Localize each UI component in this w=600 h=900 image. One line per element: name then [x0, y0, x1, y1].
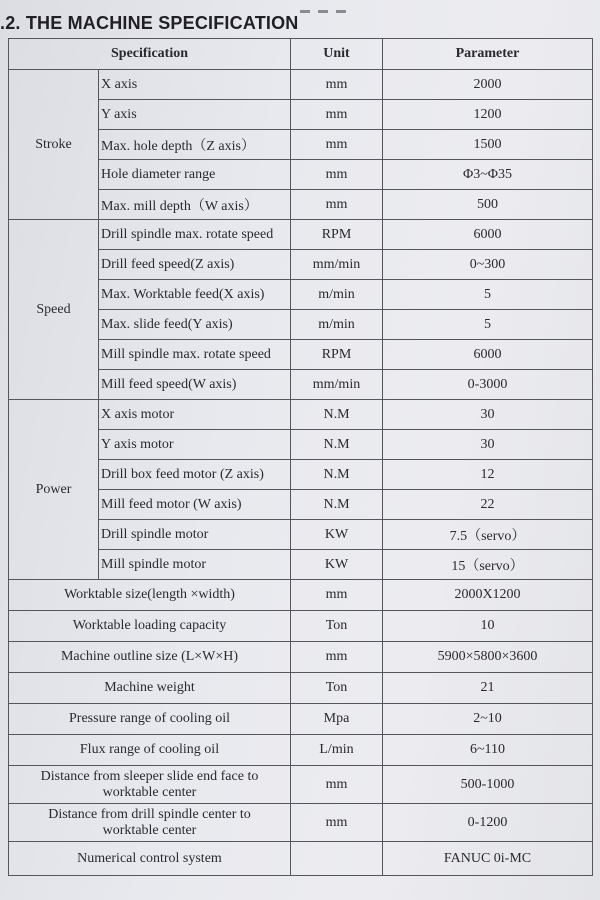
spec-line: Distance from sleeper slide end face to — [40, 768, 259, 784]
spec-cell: Drill feed speed(Z axis) — [99, 250, 291, 280]
param-cell: 6000 — [383, 220, 593, 250]
unit-cell: mm — [291, 804, 383, 842]
spec-cell: Max. hole depth（Z axis） — [99, 130, 291, 160]
unit-cell: mm — [291, 160, 383, 190]
spec-cell: Worktable loading capacity — [9, 611, 291, 642]
param-cell: 500-1000 — [383, 766, 593, 804]
spec-cell: Mill feed motor (W axis) — [99, 490, 291, 520]
param-cell: 12 — [383, 460, 593, 490]
unit-cell: L/min — [291, 735, 383, 766]
param-cell: 1200 — [383, 100, 593, 130]
table-row — [9, 642, 593, 673]
unit-cell: Ton — [291, 673, 383, 704]
spec-cell: Machine outline size (L×W×H) — [9, 642, 291, 673]
unit-cell: KW — [291, 520, 383, 550]
unit-cell: mm — [291, 130, 383, 160]
table-row — [9, 220, 593, 250]
unit-cell: mm/min — [291, 250, 383, 280]
spec-cell: Y axis motor — [99, 430, 291, 460]
param-cell: 5 — [383, 310, 593, 340]
unit-cell: mm — [291, 100, 383, 130]
unit-cell: RPM — [291, 220, 383, 250]
param-cell: 500 — [383, 190, 593, 220]
spec-cell: X axis — [99, 70, 291, 100]
param-cell: 22 — [383, 490, 593, 520]
param-cell: 30 — [383, 400, 593, 430]
spec-cell: Drill spindle max. rotate speed — [99, 220, 291, 250]
machine-spec-table — [8, 38, 593, 876]
param-cell: 5 — [383, 280, 593, 310]
spec-cell: Max. mill depth（W axis） — [99, 190, 291, 220]
param-cell: Φ3~Φ35 — [383, 160, 593, 190]
unit-cell: N.M — [291, 460, 383, 490]
param-cell: 30 — [383, 430, 593, 460]
unit-cell: mm — [291, 580, 383, 611]
param-cell: 0-3000 — [383, 370, 593, 400]
header-unit: Unit — [291, 39, 383, 70]
header-specification: Specification — [9, 39, 291, 70]
spec-cell: Y axis — [99, 100, 291, 130]
table-row — [9, 704, 593, 735]
param-cell: 1500 — [383, 130, 593, 160]
spec-cell: Numerical control system — [9, 842, 291, 876]
unit-cell: RPM — [291, 340, 383, 370]
table-row — [9, 611, 593, 642]
param-cell: 0~300 — [383, 250, 593, 280]
unit-cell: mm — [291, 766, 383, 804]
table-row — [9, 673, 593, 704]
table-row — [9, 842, 593, 876]
spec-cell: Max. Worktable feed(X axis) — [99, 280, 291, 310]
param-cell: FANUC 0i-MC — [383, 842, 593, 876]
spec-line: Distance from drill spindle center to — [48, 806, 251, 822]
spec-cell-two-line — [9, 804, 291, 842]
unit-cell: KW — [291, 550, 383, 580]
unit-cell: N.M — [291, 430, 383, 460]
param-cell: 6000 — [383, 340, 593, 370]
param-cell: 21 — [383, 673, 593, 704]
param-cell: 2~10 — [383, 704, 593, 735]
spec-cell: Max. slide feed(Y axis) — [99, 310, 291, 340]
unit-cell: m/min — [291, 310, 383, 340]
table-header-row — [9, 39, 593, 70]
unit-cell: mm — [291, 70, 383, 100]
unit-cell: Mpa — [291, 704, 383, 735]
spec-cell: Pressure range of cooling oil — [9, 704, 291, 735]
spec-line: worktable center — [102, 784, 197, 800]
param-cell: 6~110 — [383, 735, 593, 766]
spec-cell: X axis motor — [99, 400, 291, 430]
unit-cell: N.M — [291, 400, 383, 430]
group-label-stroke: Stroke — [9, 70, 99, 220]
param-cell: 2000X1200 — [383, 580, 593, 611]
group-label-power: Power — [9, 400, 99, 580]
spec-cell: Worktable size(length ×width) — [9, 580, 291, 611]
unit-cell: N.M — [291, 490, 383, 520]
section-heading: .2. THE MACHINE SPECIFICATION — [0, 13, 299, 33]
spec-cell: Mill spindle max. rotate speed — [99, 340, 291, 370]
unit-cell: m/min — [291, 280, 383, 310]
unit-cell: mm/min — [291, 370, 383, 400]
table-row — [9, 400, 593, 430]
table-row — [9, 580, 593, 611]
spec-cell: Flux range of cooling oil — [9, 735, 291, 766]
param-cell: 5900×5800×3600 — [383, 642, 593, 673]
spec-cell: Machine weight — [9, 673, 291, 704]
spec-cell: Drill spindle motor — [99, 520, 291, 550]
table-row — [9, 766, 593, 804]
param-cell: 7.5（servo） — [383, 520, 593, 550]
group-label-speed: Speed — [9, 220, 99, 400]
spec-cell: Drill box feed motor (Z axis) — [99, 460, 291, 490]
param-cell: 2000 — [383, 70, 593, 100]
unit-cell: Ton — [291, 611, 383, 642]
header-parameter: Parameter — [383, 39, 593, 70]
table-row — [9, 804, 593, 842]
spec-cell: Mill spindle motor — [99, 550, 291, 580]
table-row — [9, 735, 593, 766]
unit-cell — [291, 842, 383, 876]
spec-cell-two-line — [9, 766, 291, 804]
param-cell: 15（servo） — [383, 550, 593, 580]
spec-cell: Hole diameter range — [99, 160, 291, 190]
param-cell: 10 — [383, 611, 593, 642]
spec-cell: Mill feed speed(W axis) — [99, 370, 291, 400]
unit-cell: mm — [291, 190, 383, 220]
unit-cell: mm — [291, 642, 383, 673]
page-top-marks — [300, 0, 360, 5]
table-row — [9, 70, 593, 100]
spec-line: worktable center — [102, 822, 197, 838]
param-cell: 0-1200 — [383, 804, 593, 842]
